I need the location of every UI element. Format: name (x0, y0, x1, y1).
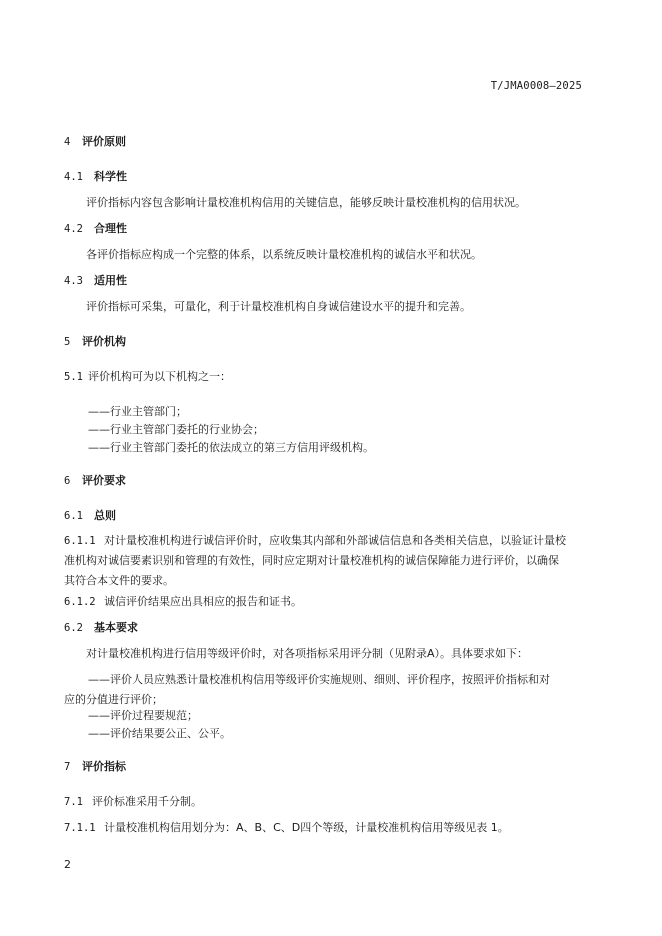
section-6-1-2-text: 6.1.2 诚信评价结果应出具相应的报告和证书。 (64, 592, 580, 612)
section-number: 6 (64, 475, 71, 487)
section-title: 合理性 (94, 222, 127, 235)
section-title: 科学性 (94, 170, 127, 183)
section-6-2-text: 对计量校准机构进行信用等级评价时，对各项指标采用评分制（见附录A）。具体要求如下： (86, 647, 529, 660)
section-number: 6.2 (64, 622, 83, 634)
section-7-heading (64, 757, 580, 777)
section-4-2-heading (64, 219, 580, 239)
section-number: 4 (64, 136, 71, 148)
section-4-2-text: 各评价指标应构成一个完整的体系，以系统反映计量校准机构的诚信水平和状况。 (86, 248, 482, 261)
section-number: 7.1 (64, 796, 83, 808)
section-4-1-text: 评价指标内容包含影响计量校准机构信用的关键信息，能够反映计量校准机构的信用状况。 (86, 196, 526, 209)
section-number: 4.1 (64, 171, 83, 183)
section-title: 评价指标 (82, 760, 126, 773)
list-item: ——行业主管部门； (88, 405, 187, 418)
list-item: ——评价结果要公正、公平。 (88, 727, 231, 740)
section-number: 7 (64, 761, 71, 773)
section-number: 6.1.1 (64, 535, 96, 547)
section-title: 评价要求 (82, 474, 126, 487)
section-6-heading (64, 471, 580, 491)
section-number: 4.2 (64, 223, 83, 235)
section-7-1-1-text: 7.1.1 计量校准机构信用划分为：A、B、C、D四个等级，计量校准机构信用等级见表 1。 (64, 818, 580, 838)
section-title: 评价原则 (82, 135, 126, 148)
section-7-1-text: 7.1 评价标准采用千分制。 (64, 792, 580, 812)
section-4-3-text: 评价指标可采集，可量化，利于计量校准机构自身诚信建设水平的提升和完善。 (86, 300, 471, 313)
section-4-3-heading (64, 271, 580, 291)
list-item: ——行业主管部门委托的行业协会； (88, 423, 264, 436)
section-number: 5 (64, 336, 71, 348)
section-number: 6.1.2 (64, 596, 96, 608)
page-number: 2 (64, 858, 71, 871)
list-item: ——行业主管部门委托的依法成立的第三方信用评级机构。 (88, 441, 374, 454)
section-title: 基本要求 (94, 621, 138, 634)
list-item: ——评价过程要规范； (88, 709, 198, 722)
section-6-1-1-text: 6.1.1 对计量校准机构进行诚信评价时，应收集其内部和外部诚信信息和各类相关信息，以验证计量校 准机构对诚信要素识别和管理的有效性，同时应定期对计量校准机构的诚信保障能力进行评价，以确保 其符合本文件的要求。 (64, 531, 580, 591)
section-5-heading (64, 332, 580, 352)
section-5-1-text: 5.1 评价机构可为以下机构之一： (64, 367, 580, 387)
section-title: 评价机构 (82, 335, 126, 348)
section-6-1-heading (64, 506, 580, 526)
section-title: 总则 (94, 509, 116, 522)
section-number: 4.3 (64, 275, 83, 287)
section-number: 6.1 (64, 510, 83, 522)
section-number: 7.1.1 (64, 822, 96, 834)
section-title: 适用性 (94, 274, 127, 287)
standard-code: T/JMA0008—2025 (490, 80, 582, 92)
section-4-1-heading (64, 167, 580, 187)
section-number: 5.1 (64, 371, 83, 383)
list-item: ——评价人员应熟悉计量校准机构信用等级评价实施规则、细则、评价程序，按照评价指标和对 应的分值进行评价； (64, 673, 550, 706)
section-6-2-heading (64, 618, 580, 638)
section-4-heading (64, 132, 580, 152)
